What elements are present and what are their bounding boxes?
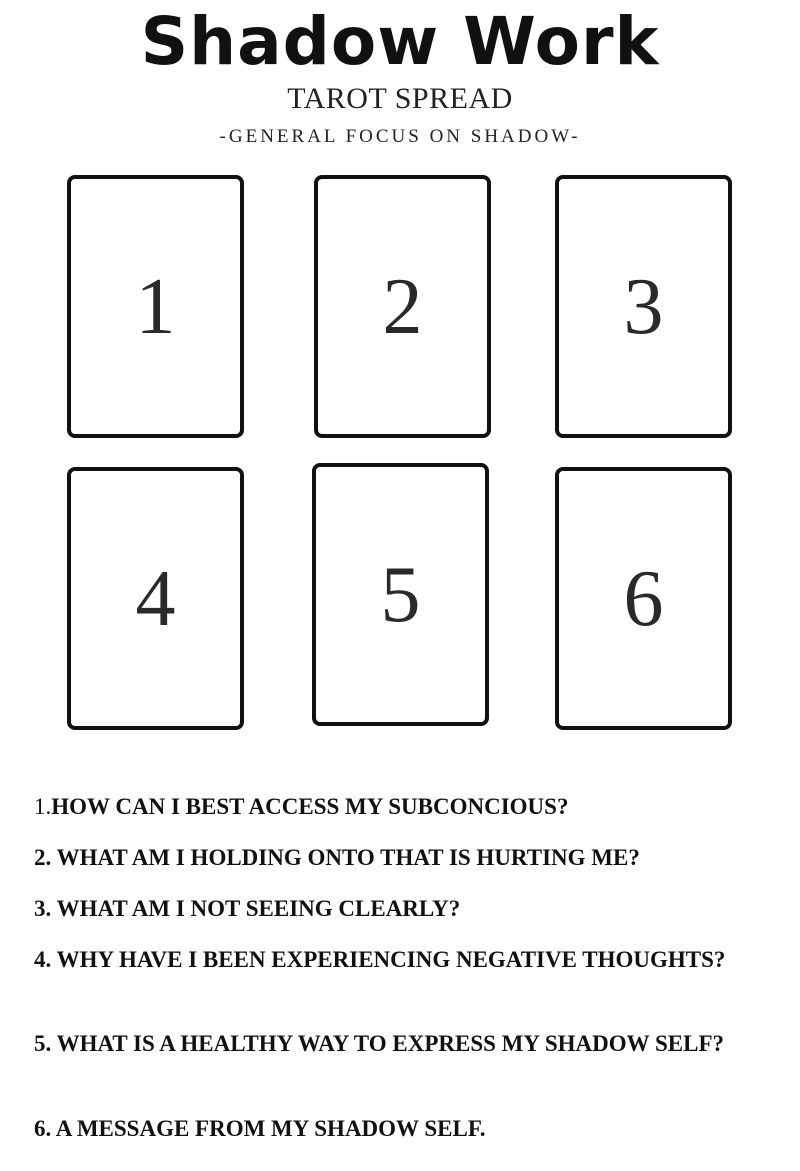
question-text: WHAT AM I HOLDING ONTO THAT IS HURTING ME? [51,845,640,870]
question-3 [34,891,734,926]
tarot-card-slot-1 [67,175,244,438]
card-number: 6 [623,554,664,643]
card-number: 5 [380,550,421,639]
question-number: 1. [34,794,52,819]
tarot-card-slot-3 [555,175,732,438]
card-number: 2 [382,262,423,351]
question-5 [34,1026,734,1061]
page-tagline: -GENERAL FOCUS ON SHADOW- [219,126,581,147]
card-number: 3 [623,262,664,351]
question-text: WHY HAVE I BEEN EXPERIENCING NEGATIVE THOUGHTS? [51,947,726,972]
card-number: 1 [135,262,176,351]
question-number: 5. [34,1031,52,1056]
card-number: 4 [135,554,176,643]
question-4 [34,942,734,977]
tarot-card-slot-2 [314,175,491,438]
tarot-card-slot-5 [312,463,489,726]
question-number: 2. [34,845,52,870]
question-number: 4. [34,947,52,972]
question-number: 3. [34,896,52,921]
page-subtitle: TAROT SPREAD [287,82,513,115]
question-text: A MESSAGE FROM MY SHADOW SELF. [51,1116,486,1141]
question-1 [34,789,734,824]
page-title: Shadow Work [140,3,660,80]
question-2 [34,840,734,875]
question-text: HOW CAN I BEST ACCESS MY SUBCONCIOUS? [51,794,569,819]
question-text: WHAT IS A HEALTHY WAY TO EXPRESS MY SHADOW SELF? [51,1031,725,1056]
question-text: WHAT AM I NOT SEEING CLEARLY? [51,896,461,921]
question-number: 6. [34,1116,52,1141]
tarot-card-slot-6 [555,467,732,730]
question-6 [34,1111,734,1146]
tarot-card-slot-4 [67,467,244,730]
